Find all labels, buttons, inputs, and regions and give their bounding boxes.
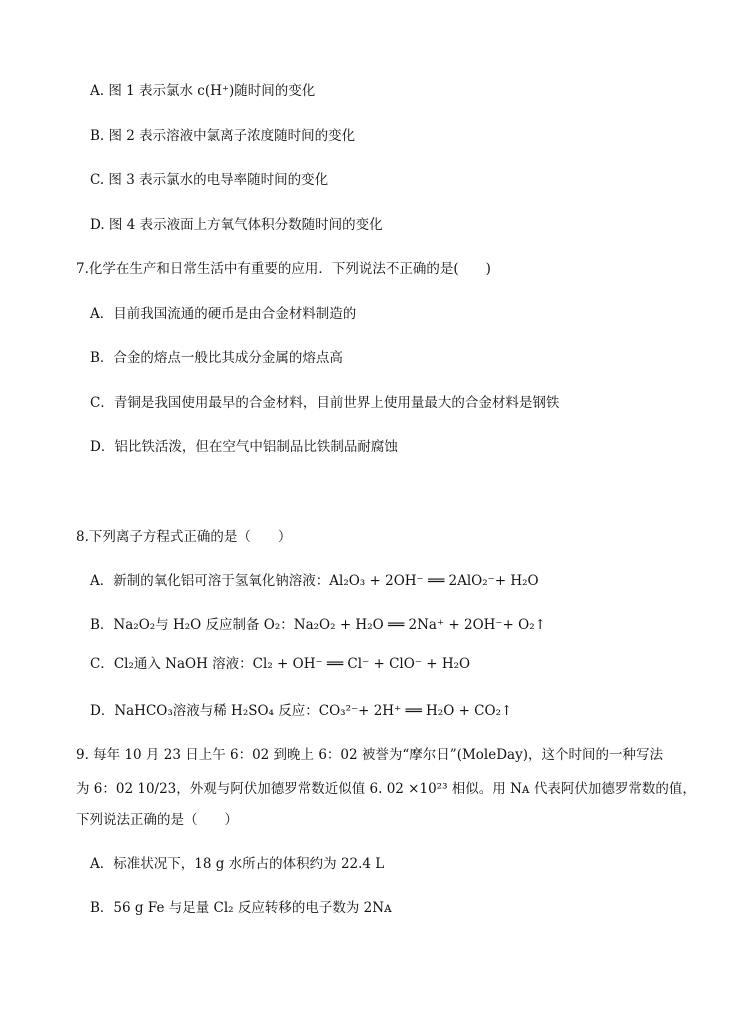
q7-option-d: D．铝比铁活泼，但在空气中铝制品比铁制品耐腐蚀: [90, 439, 398, 455]
q6-option-a: A. 图 1 表示氯水 c(H⁺)随时间的变化: [90, 83, 316, 99]
q9-option-b: B．56 g Fe 与足量 Cl₂ 反应转移的电子数为 2Nᴀ: [90, 900, 392, 916]
q7-option-a: A．目前我国流通的硬币是由合金材料制造的: [90, 306, 357, 322]
q7-stem: 7.化学在生产和日常生活中有重要的应用．下列说法不正确的是( ): [76, 261, 491, 277]
q6-option-c: C. 图 3 表示氯水的电导率随时间的变化: [90, 172, 329, 188]
q8-stem: 8.下列离子方程式正确的是（ ）: [76, 529, 292, 545]
q7-option-b: B．合金的熔点一般比其成分金属的熔点高: [90, 350, 343, 366]
q8-option-c: C．Cl₂通入 NaOH 溶液：Cl₂ + OH⁻ ══ Cl⁻ + ClO⁻ + H₂O: [90, 656, 471, 672]
q9-option-a: A．标准状况下，18 g 水所占的体积约为 22.4 L: [90, 856, 385, 872]
q9-stem-line-1: 9. 每年 10 月 23 日上午 6：02 到晚上 6：02 被誉为“摩尔日”(MoleDay)，这个时间的一种写法: [76, 747, 663, 763]
q7-option-c: C．青铜是我国使用最早的合金材料，目前世界上使用量最大的合金材料是钢铁: [90, 395, 560, 411]
q9-stem-line-3: 下列说法正确的是（ ）: [76, 812, 238, 828]
q9-stem-line-2: 为 6：02 10/23，外观与阿伏加德罗常数近似值 6. 02 ×10²³ 相似。用 Nᴀ 代表阿伏加德罗常数的值，: [76, 781, 696, 797]
q6-option-d: D. 图 4 表示液面上方氧气体积分数随时间的变化: [90, 217, 383, 233]
q6-option-b: B. 图 2 表示溶液中氯离子浓度随时间的变化: [90, 128, 356, 144]
q8-option-a: A．新制的氧化铝可溶于氢氧化钠溶液：Al₂O₃ + 2OH⁻ ══ 2AlO₂⁻+ H₂O: [90, 573, 539, 589]
q8-option-d: D．NaHCO₃溶液与稀 H₂SO₄ 反应：CO₃²⁻+ 2H⁺ ══ H₂O + CO₂↑: [90, 703, 513, 719]
q8-option-b: B．Na₂O₂与 H₂O 反应制备 O₂：Na₂O₂ + H₂O ══ 2Na⁺ + 2OH⁻+ O₂↑: [90, 617, 546, 633]
